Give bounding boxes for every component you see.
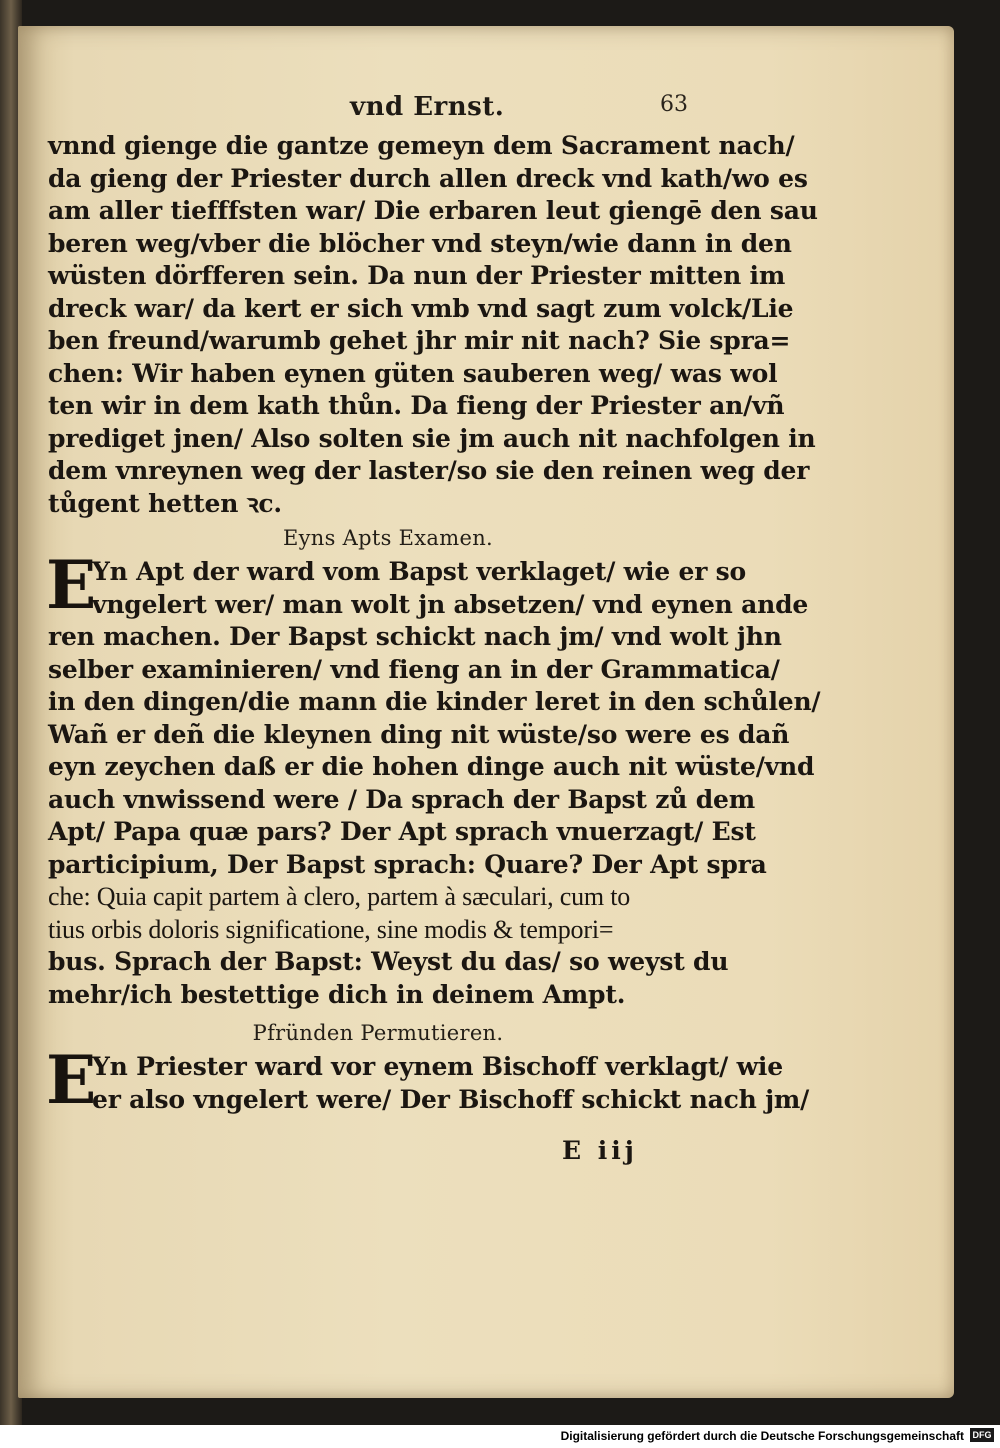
text-line: bus. Sprach der Bapst: Weyst du das/ so weyst du xyxy=(48,947,729,976)
drop-initial: E xyxy=(46,1041,97,1119)
page-number: 63 xyxy=(660,92,688,117)
page-header xyxy=(330,92,690,132)
dfg-logo-icon: DFG xyxy=(970,1428,994,1442)
paragraph-pfruenden xyxy=(46,1041,810,1119)
text-block xyxy=(46,130,821,1119)
signature-mark: E iij xyxy=(562,1136,638,1165)
text-line: am aller tiefffsten war/ Die erbaren leut giengē den sau xyxy=(48,196,818,225)
text-line: che: Quia capit partem à clero, partem à sæculari, cum to xyxy=(48,882,631,911)
text-line: prediget jnen/ Also solten sie jm auch nit nachfolgen in xyxy=(48,423,816,453)
text-line: chen: Wir haben eynen güten sauberen weg/ was wol xyxy=(48,358,778,388)
text-line: Wañ er deñ die kleynen ding nit wüste/so were es dañ xyxy=(48,719,790,749)
running-head: vnd Ernst. xyxy=(350,92,505,122)
text-line: vnnd gienge die gantze gemeyn dem Sacrament nach/ xyxy=(48,131,795,160)
text-line: eyn zeychen daß er die hohen dinge auch nit wüste/vnd xyxy=(48,752,815,781)
text-line: ten wir in dem kath thůn. Da fieng der Priester an/vñ xyxy=(48,391,785,420)
text-line: mehr/ich bestettige dich in deinem Ampt. xyxy=(48,979,626,1009)
text-line: wüsten dörfferen sein. Da nun der Priester mitten im xyxy=(48,261,786,290)
text-line: participium, Der Bapst sprach: Quare? Der Apt spra xyxy=(48,849,767,879)
text-line: ren machen. Der Bapst schickt nach jm/ vnd wolt jhn xyxy=(48,622,782,651)
text-line: er also vngelert were/ Der Bischoff schickt nach jm/ xyxy=(92,1084,810,1114)
drop-initial: E xyxy=(46,546,97,624)
text-line: Yn Priester ward vor eynem Bischoff verklagt/ wie xyxy=(92,1052,783,1081)
section-heading: Eyns Apts Examen. xyxy=(282,526,493,550)
text-line: tius orbis doloris significatione, sine modis & tempori= xyxy=(48,914,614,944)
footer-credit: Digitalisierung gefördert durch die Deutsche Forschungsgemeinschaft xyxy=(560,1429,964,1443)
text-line: ben freund/warumb gehet jhr mir nit nach? Sie spra= xyxy=(48,326,791,355)
text-line: beren weg/vber die blöcher vnd steyn/wie dann in den xyxy=(48,228,792,258)
text-line: Apt/ Papa quæ pars? Der Apt sprach vnuerzagt/ Est xyxy=(48,817,756,846)
text-line: dem vnreynen weg der laster/so sie den reinen weg der xyxy=(48,456,810,485)
paragraph-continued xyxy=(48,130,818,520)
text-line: auch vnwissend were / Da sprach der Bapst zů dem xyxy=(48,784,755,814)
section-heading: Pfründen Permutieren. xyxy=(252,1021,504,1045)
text-line: dreck war/ da kert er sich vmb vnd sagt zum volck/Lie xyxy=(48,293,794,323)
text-line: in den dingen/die mann die kinder leret in den schůlen/ xyxy=(48,687,821,716)
text-line: Yn Apt der ward vom Bapst verklaget/ wie er so xyxy=(92,557,747,586)
text-line: da gieng der Priester durch allen dreck vnd kath/wo es xyxy=(48,163,808,193)
text-line: tůgent hetten ꝛc. xyxy=(48,488,282,518)
paragraph-apt-examen xyxy=(46,546,821,1011)
text-line: selber examinieren/ vnd fieng an in der Grammatica/ xyxy=(48,654,780,684)
text-line: vngelert wer/ man wolt jn absetzen/ vnd eynen ande xyxy=(92,589,809,619)
